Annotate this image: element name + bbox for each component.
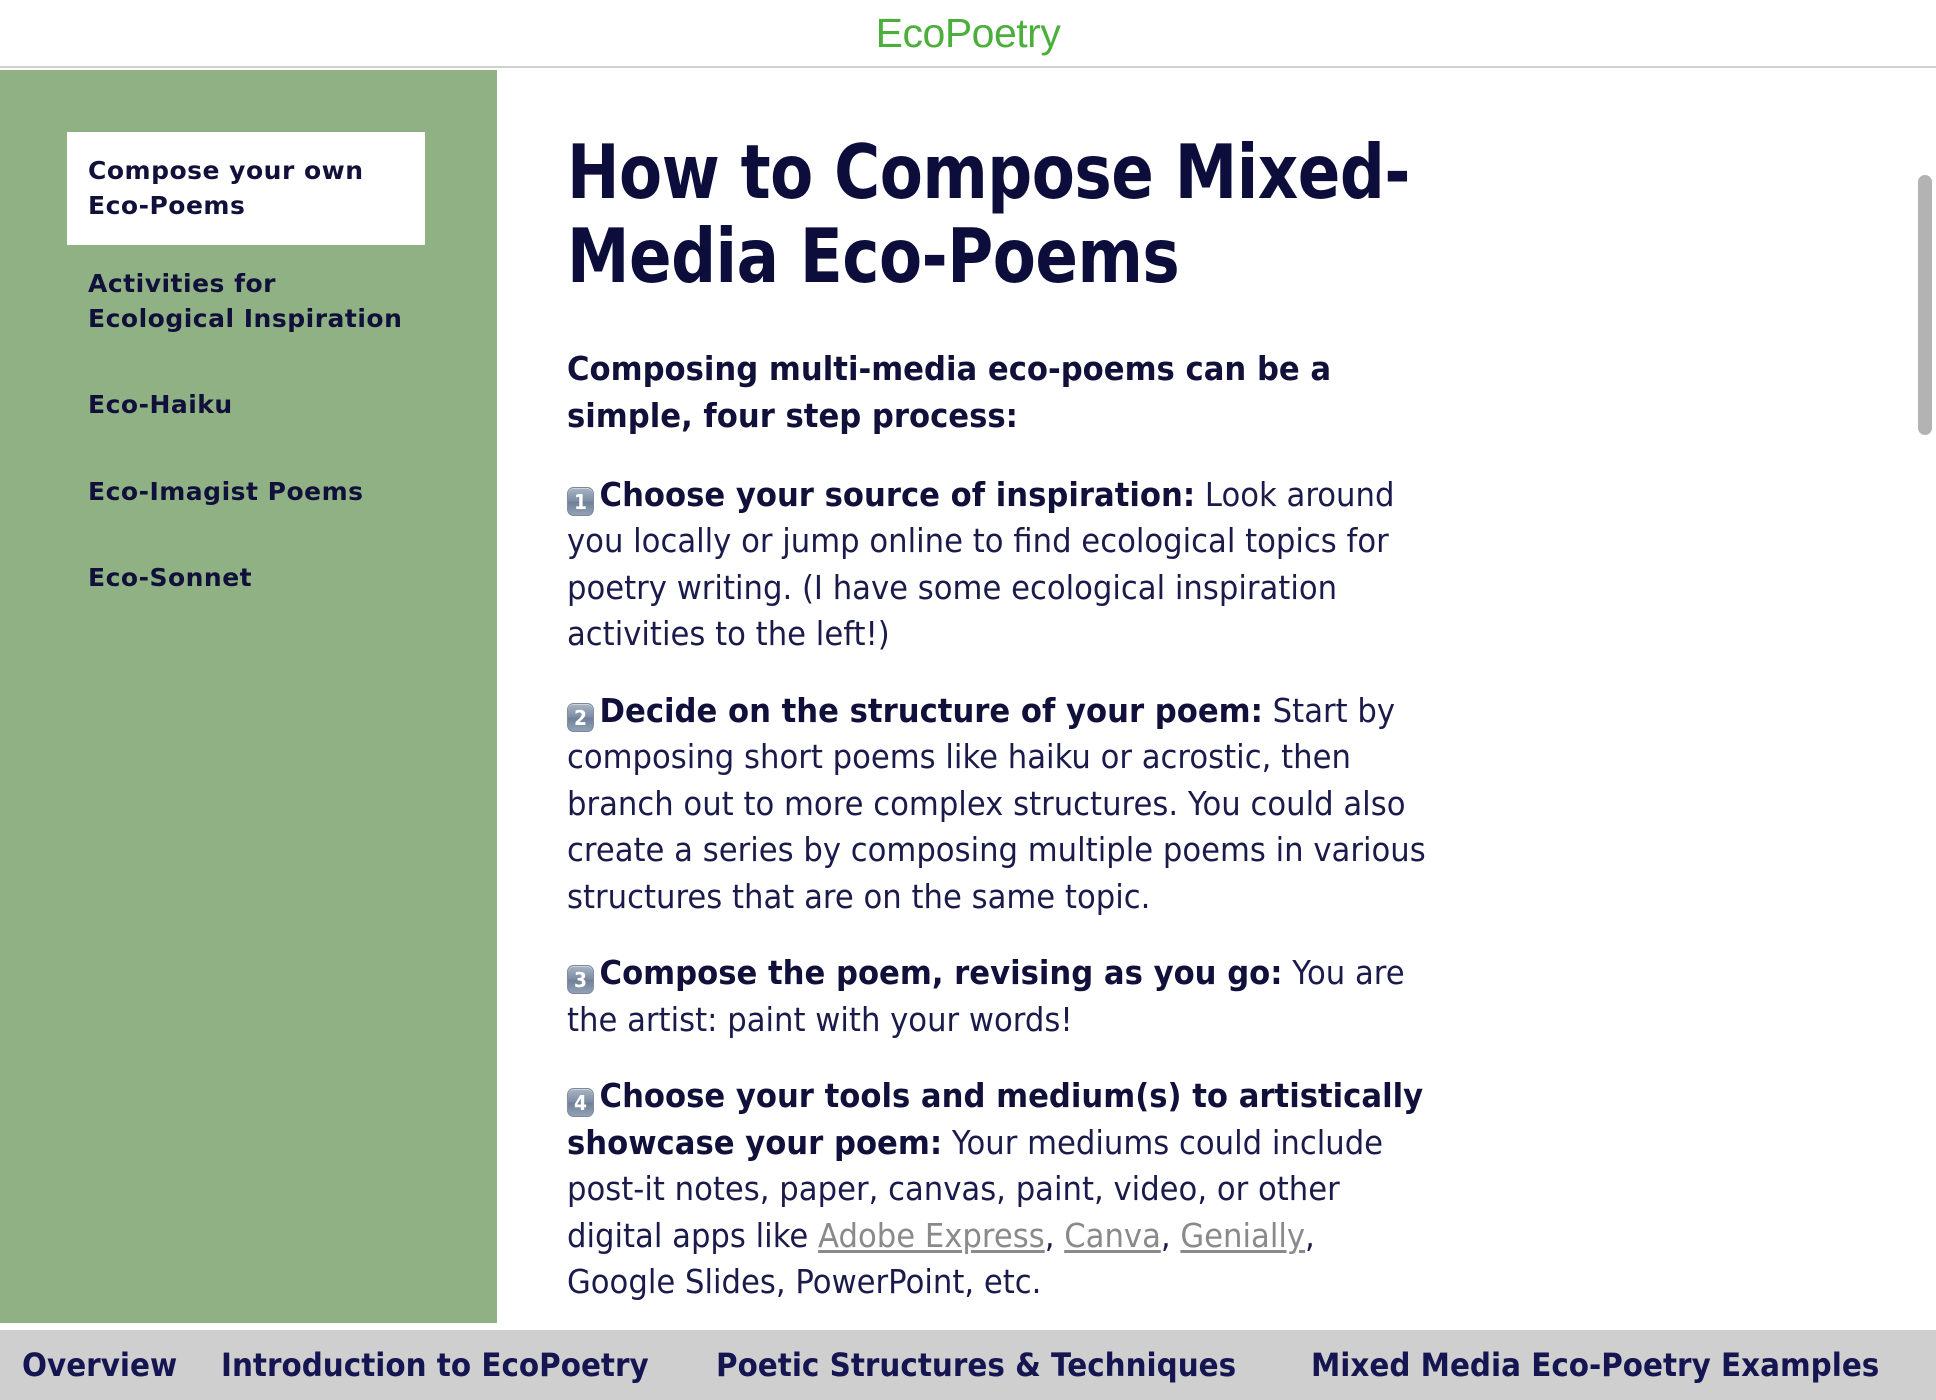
body-area	[0, 70, 1936, 1330]
step-item-1	[567, 472, 1432, 658]
sidebar-item-eco-haiku[interactable]: Eco-Haiku	[88, 390, 233, 419]
step-3-body: You are the artist: paint with your words!	[567, 953, 1405, 1039]
lead-paragraph: Composing multi-media eco-poems can be a simple, four step process:	[567, 349, 1332, 435]
link-genially[interactable]: Genially	[1180, 1215, 1306, 1255]
bottom-nav-item-mixed-media-eco-poetry-examples[interactable]: Mixed Media Eco-Poetry Examples	[1310, 1346, 1880, 1384]
step-4-body: Your mediums could include post-it notes, paper, canvas, paint, video, or other digital apps like	[567, 1122, 1384, 1255]
link-separator-1: ,	[1044, 1215, 1065, 1255]
step-4-title: Choose your tools and medium(s) to artistically showcase your poem:	[567, 1076, 1424, 1162]
sidebar-item-activities-for-ecological-inspiration[interactable]: Activities for Ecological Inspiration	[88, 269, 403, 333]
keycap-2-icon: 2	[567, 703, 594, 732]
keycap-1-icon: 1	[567, 487, 594, 516]
site-title: EcoPoetry	[875, 9, 1061, 56]
link-separator-2: ,	[1160, 1215, 1181, 1255]
site-header	[0, 0, 1936, 68]
step-item-3	[567, 950, 1432, 1043]
link-adobe-express[interactable]: Adobe Express	[818, 1215, 1045, 1255]
bottom-nav-item-introduction-to-ecopoetry[interactable]: Introduction to EcoPoetry	[220, 1346, 649, 1384]
page-title: How to Compose Mixed-Media Eco-Poems	[567, 128, 1410, 300]
sidebar	[0, 70, 497, 1323]
sidebar-item-eco-imagist-poems[interactable]: Eco-Imagist Poems	[88, 476, 364, 506]
keycap-3-icon: 3	[567, 965, 594, 994]
main-content	[497, 70, 1936, 1323]
step-2-body: Start by composing short poems like haiku or acrostic, then branch out to more complex structures. You could also create a series by composing multiple poems in various structures that are on the same topic.	[567, 690, 1426, 916]
sidebar-nav	[67, 132, 425, 638]
step-3-title: Compose the poem, revising as you go:	[599, 953, 1283, 993]
step-4-body-tail: , Google Slides, PowerPoint, etc.	[567, 1215, 1315, 1302]
sidebar-item-eco-sonnet[interactable]: Eco-Sonnet	[88, 563, 253, 592]
bottom-nav-item-poetic-structures-and-techniques[interactable]: Poetic Structures & Techniques	[715, 1346, 1236, 1384]
bottom-nav-item-overview[interactable]: Overview	[22, 1346, 178, 1384]
main-inner	[497, 70, 1497, 1306]
step-item-2	[567, 688, 1432, 921]
step-item-4	[567, 1073, 1432, 1306]
vertical-scrollbar-track[interactable]	[1914, 140, 1936, 1400]
vertical-scrollbar-thumb[interactable]	[1918, 175, 1932, 435]
link-canva[interactable]: Canva	[1064, 1215, 1161, 1255]
step-1-title: Choose your source of inspiration:	[599, 474, 1196, 514]
keycap-4-icon: 4	[567, 1088, 594, 1117]
sidebar-item-compose-your-own-eco-poems[interactable]: Compose your own Eco-Poems	[67, 132, 425, 245]
step-1-body: Look around you locally or jump online to find ecological topics for poetry writing. (I have some ecological inspiration activities to the left!)	[567, 474, 1395, 654]
step-2-title: Decide on the structure of your poem:	[599, 690, 1263, 730]
bottom-navigation	[0, 1330, 1936, 1400]
